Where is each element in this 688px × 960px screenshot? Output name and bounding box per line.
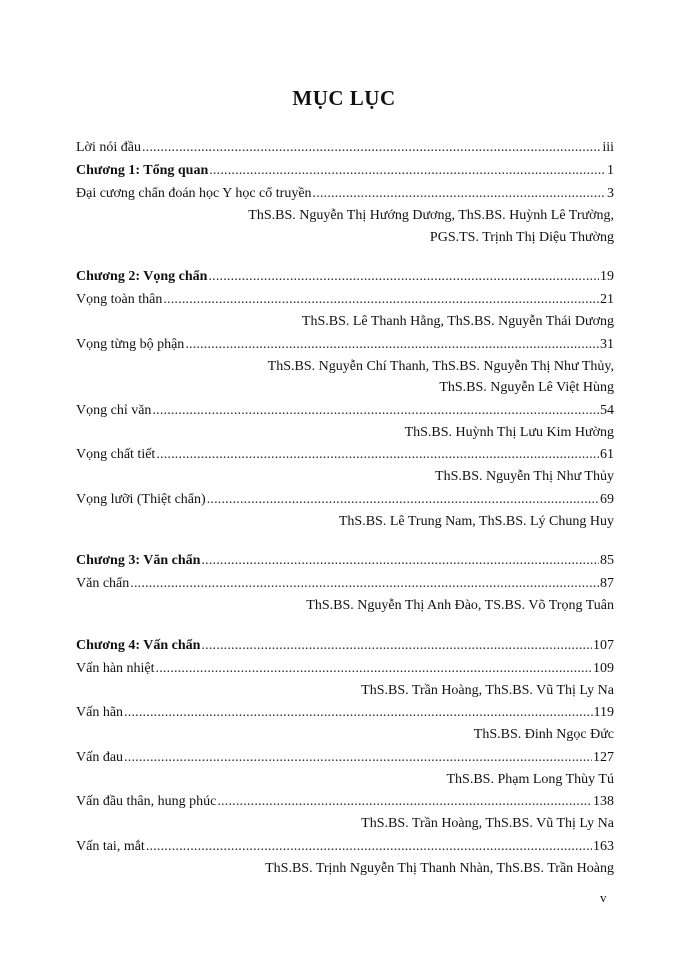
toc-entry-page: 163 — [593, 838, 614, 854]
toc-entry-title: Vọng từng bộ phận — [76, 336, 185, 352]
toc-chapter[interactable] — [76, 634, 614, 657]
toc-entry-title: Vấn hàn nhiệt — [76, 660, 155, 676]
toc-entry-page: 109 — [593, 660, 614, 676]
toc-chapter-title: Chương 4: Vấn chẩn — [76, 637, 201, 653]
toc-authors: ThS.BS. Nguyễn Thị Hướng Dương, ThS.BS. Huỳnh Lê Trường, — [248, 208, 614, 223]
section-gap — [76, 532, 614, 549]
toc-authors: ThS.BS. Lê Thanh Hằng, ThS.BS. Nguyễn Thái Dương — [301, 314, 614, 329]
toc-entry[interactable] — [76, 746, 614, 769]
toc-authors: PGS.TS. Trịnh Thị Diệu Thường — [429, 229, 614, 245]
toc-authors: ThS.BS. Nguyễn Thị Như Thủy — [435, 469, 614, 484]
toc-entry[interactable] — [76, 443, 614, 466]
leader-dots — [217, 790, 592, 813]
toc-entry-page: 19 — [600, 269, 614, 284]
toc-entry[interactable] — [76, 790, 614, 813]
toc-authors: ThS.BS. Đinh Ngọc Đức — [473, 727, 614, 742]
toc-entry-page: 138 — [593, 794, 614, 809]
toc-entry[interactable] — [76, 399, 614, 422]
toc-chapter[interactable] — [76, 159, 614, 182]
toc-authors: ThS.BS. Phạm Long Thùy Tú — [446, 771, 614, 787]
toc-entry-page: 107 — [593, 637, 614, 653]
leader-dots — [313, 182, 606, 205]
toc-entry-title: Vấn đau — [76, 749, 124, 765]
toc-entry-page: 1 — [607, 163, 614, 178]
toc-chapter-title: Chương 1: Tổng quan — [76, 163, 209, 178]
toc-authors: ThS.BS. Nguyễn Thị Anh Đào, TS.BS. Võ Trọng Tuân — [306, 598, 614, 613]
leader-dots — [142, 136, 601, 159]
toc-authors: ThS.BS. Trần Hoàng, ThS.BS. Vũ Thị Ly Na — [361, 682, 614, 698]
toc-chapter[interactable] — [76, 265, 614, 288]
toc-entry[interactable] — [76, 288, 614, 311]
toc-chapter-title: Chương 3: Văn chẩn — [76, 553, 201, 568]
toc-entry-page: 61 — [600, 447, 614, 462]
toc-entry-title: Vấn hãn — [76, 705, 124, 720]
toc-entry-title: Văn chẩn — [76, 576, 130, 591]
section-gap — [76, 248, 614, 265]
leader-dots — [201, 634, 592, 657]
leader-dots — [146, 835, 592, 858]
leader-dots — [156, 443, 599, 466]
toc-entry-page: 21 — [600, 292, 614, 307]
toc-authors: ThS.BS. Trần Hoàng, ThS.BS. Vũ Thị Ly Na — [361, 816, 614, 831]
toc-entry-page: 31 — [600, 336, 614, 352]
section-gap — [76, 617, 614, 634]
toc-entry-title: Vọng chất tiết — [76, 447, 156, 462]
leader-dots — [152, 399, 599, 422]
toc-entry-title: Vọng chỉ văn — [76, 402, 152, 418]
toc-authors: ThS.BS. Huỳnh Thị Lưu Kim Hường — [404, 424, 614, 440]
toc-chapter[interactable] — [76, 549, 614, 572]
toc-entry-title: Đại cương chẩn đoán học Y học cổ truyền — [76, 186, 312, 201]
leader-dots — [207, 488, 599, 511]
toc-entry[interactable] — [76, 333, 614, 356]
leader-dots — [209, 159, 606, 182]
toc-entry[interactable] — [76, 488, 614, 511]
toc-entry-page: iii — [602, 140, 614, 155]
toc-entry-title: Vọng toàn thân — [76, 292, 163, 307]
toc-entry[interactable] — [76, 182, 614, 205]
toc-entry[interactable] — [76, 572, 614, 595]
toc-entry-title: Vấn tai, mắt — [76, 838, 145, 854]
leader-dots — [130, 572, 599, 595]
toc-entry-page: 69 — [600, 491, 614, 507]
toc-authors: ThS.BS. Lê Trung Nam, ThS.BS. Lý Chung Huy — [338, 513, 614, 529]
toc-entry-title: Lời nói đầu — [76, 140, 141, 155]
toc-chapter-title: Chương 2: Vọng chẩn — [76, 269, 208, 284]
toc-entry-page: 54 — [600, 402, 614, 418]
leader-dots — [163, 288, 599, 311]
page-number: v — [600, 890, 607, 905]
toc-entry-title: Vấn đầu thân, hung phúc — [76, 794, 217, 809]
toc-authors: ThS.BS. Nguyễn Chí Thanh, ThS.BS. Nguyễn Thị Như Thủy, — [267, 358, 614, 374]
leader-dots — [156, 657, 592, 680]
table-of-contents — [76, 136, 614, 879]
toc-authors: ThS.BS. Trịnh Nguyễn Thị Thanh Nhàn, ThS.BS. Trần Hoàng — [265, 860, 614, 876]
toc-entry-page: 85 — [600, 553, 614, 568]
toc-entry[interactable] — [76, 657, 614, 680]
toc-entry-title: Vọng lưỡi (Thiệt chẩn) — [76, 491, 206, 507]
toc-entry[interactable] — [76, 835, 614, 858]
toc-entry-page: 3 — [607, 186, 614, 201]
page-title: MỤC LỤC — [292, 86, 396, 110]
toc-entry-page: 127 — [593, 749, 614, 765]
leader-dots — [124, 746, 592, 769]
toc-entry[interactable] — [76, 701, 614, 724]
toc-entry-page: 119 — [593, 705, 614, 720]
toc-entry[interactable] — [76, 136, 614, 159]
leader-dots — [208, 265, 599, 288]
leader-dots — [185, 333, 599, 356]
leader-dots — [124, 701, 592, 724]
toc-authors: ThS.BS. Nguyễn Lê Việt Hùng — [439, 380, 614, 395]
toc-entry-page: 87 — [600, 576, 614, 591]
leader-dots — [201, 549, 599, 572]
